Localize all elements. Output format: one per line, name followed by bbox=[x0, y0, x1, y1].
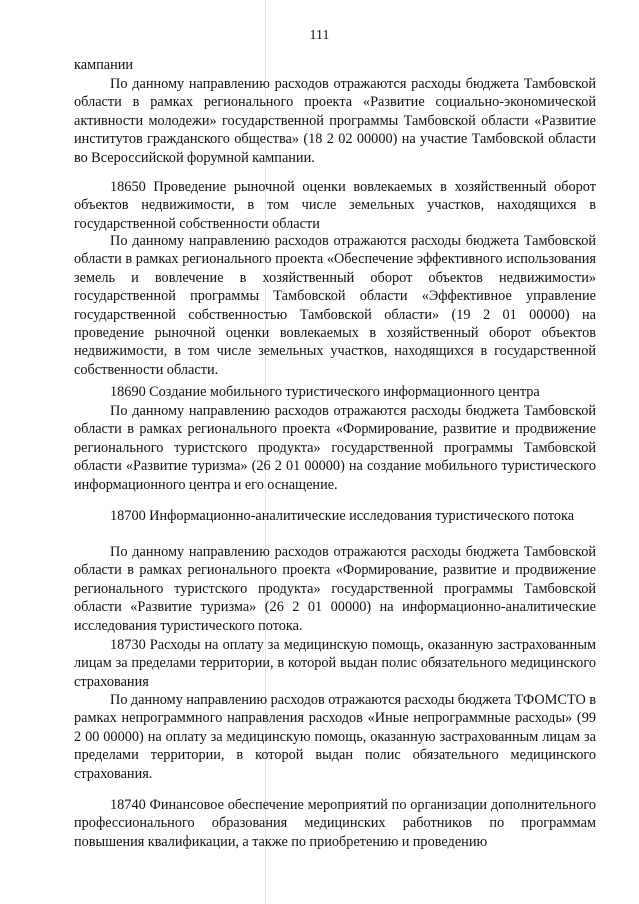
section-heading-18650: 18650 Проведение рыночной оценки вовлекаемых в хозяйственный оборот объектов недвижимости, в том числе земельных участков, находящихся в государственной собственности области bbox=[74, 179, 596, 232]
section-heading-18690: 18690 Создание мобильного туристического информационного центра bbox=[110, 384, 540, 400]
section-heading-18700: 18700 Информационно-аналитические исследования туристического потока bbox=[110, 508, 575, 524]
paragraph-description: По данному направлению расходов отражаются расходы бюджета Тамбовской области в рамках регионального проекта «Обеспечение эффективного использования земель и вовлечение в хозяйственный оборот объектов недвижимости» государственной программы Тамбовской области «Эффективное управление государственной собственностью Тамбовской области» (19 2 01 00000) на проведение рыночной оценки вовлекаемых в хозяйственный оборот объектов недвижимости, в том числе земельных участков, находящихся в государственной собственности области. bbox=[74, 233, 596, 378]
paragraph-description: По данному направлению расходов отражаются расходы бюджета Тамбовской области в рамках регионального проекта «Формирование, развитие и продвижение регионального туристского продукта» государственной программы Тамбовской области «Развитие туризма» (26 2 01 00000) на создание мобильного туристического информационного центра и его оснащение. bbox=[74, 403, 596, 493]
section-heading-18740: 18740 Финансовое обеспечение мероприятий по организации дополнительного профессионального образования медицинских работников по программам повышения квалификации, а также по приобретению и проведению bbox=[74, 797, 596, 850]
paragraph-continuation: кампании bbox=[74, 57, 134, 73]
paragraph-description: По данному направлению расходов отражаются расходы бюджета Тамбовской области в рамках регионального проекта «Развитие социально-экономической активности молодежи» государственной программы Тамбовской области «Развитие институтов гражданского общества» (18 2 02 00000) на участие Тамбовской области во Всероссийской форумной кампании. bbox=[74, 76, 596, 166]
page-number: 111 bbox=[309, 28, 330, 43]
section-heading-18730: 18730 Расходы на оплату за медицинскую помощь, оказанную застрахованным лицам за пределами территории, в которой выдан полис обязательного медицинского страхования bbox=[74, 637, 596, 690]
paragraph-description: По данному направлению расходов отражаются расходы бюджета ТФОМСТО в рамках непрограммного направления расходов «Иные непрограммные расходы» (99 2 00 00000) на оплату за медицинскую помощь, оказанную застрахованным лицам за пределами территории, в которой выдан полис обязательного медицинского страхования. bbox=[74, 692, 596, 782]
paragraph-description: По данному направлению расходов отражаются расходы бюджета Тамбовской области в рамках регионального проекта «Формирование, развитие и продвижение регионального туристского продукта» государственной программы Тамбовской области «Развитие туризма» (26 2 01 00000) на информационно-аналитические исследования туристического потока. bbox=[74, 544, 596, 634]
